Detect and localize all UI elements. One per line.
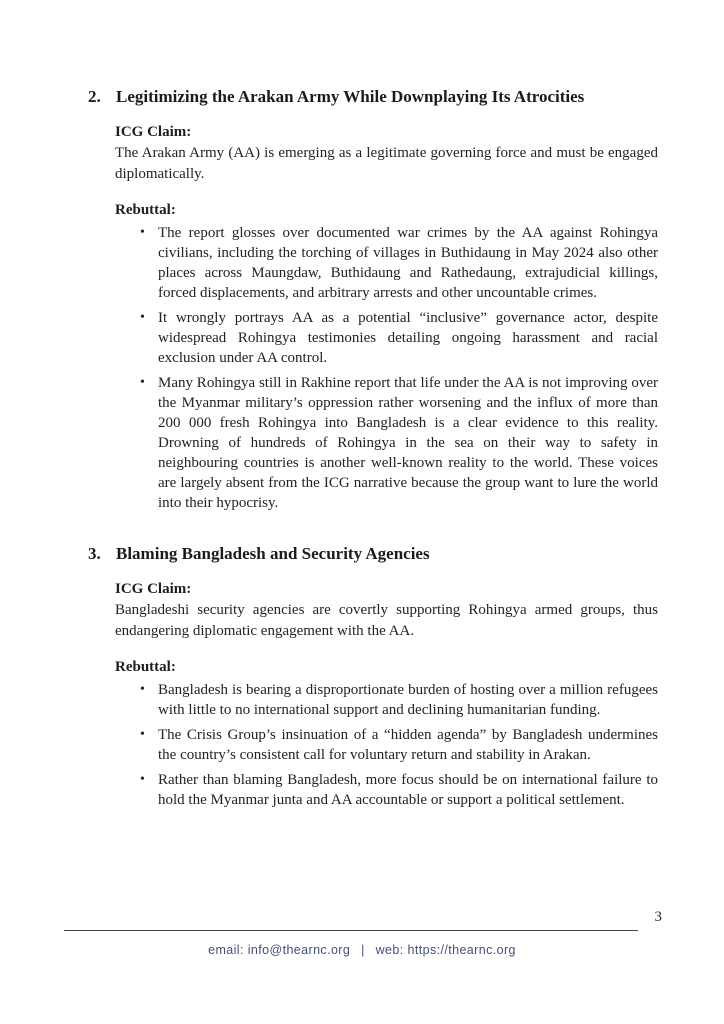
rebuttal-item-text: The Crisis Group’s insinuation of a “hidden agenda” by Bangladesh undermines the country’s consistent call for voluntary return and stability in Arakan. — [158, 727, 658, 763]
section-number: 3. — [88, 544, 101, 563]
rebuttal-item-text: Bangladesh is bearing a disproportionate burden of hosting over a million refugees with little to no international support and declining humanitarian funding. — [158, 682, 658, 718]
icg-claim-text: The Arakan Army (AA) is emerging as a legitimate governing force and must be engaged diplomatically. — [115, 145, 658, 182]
page-content — [88, 86, 658, 840]
icg-claim-block — [115, 579, 658, 642]
bullet-icon: • — [140, 772, 145, 787]
section-body — [115, 579, 658, 810]
section-heading — [88, 86, 658, 108]
footer-separator: | — [361, 943, 365, 957]
bullet-icon: • — [140, 310, 145, 325]
rebuttal-list — [115, 680, 658, 810]
section-legitimizing-arakan-army — [88, 86, 658, 513]
bullet-icon: • — [140, 375, 145, 390]
rebuttal-item-text: Rather than blaming Bangladesh, more focus should be on international failure to hold the Myanmar junta and AA accountable or support a political settlement. — [158, 772, 658, 808]
email-address: info@thearnc.org — [247, 943, 351, 957]
rebuttal-item — [115, 725, 658, 765]
bullet-icon: • — [140, 682, 145, 697]
rebuttal-label: Rebuttal: — [115, 202, 176, 218]
rebuttal-item — [115, 680, 658, 720]
web-label: web: — [375, 943, 404, 957]
section-blaming-bangladesh — [88, 543, 658, 810]
section-title: Blaming Bangladesh and Security Agencies — [116, 544, 430, 563]
footer-divider — [64, 930, 638, 931]
rebuttal-label: Rebuttal: — [115, 659, 176, 675]
page-number: 3 — [654, 909, 662, 925]
rebuttal-item-text: The report glosses over documented war crimes by the AA against Rohingya civilians, including the torching of villages in Buthidaung in May 2024 also other places across Maungdaw, Buthidaung and Rathedaung, extrajudicial killings, forced displacements, and arbitrary arrests and other uncountable crimes. — [158, 225, 658, 301]
section-number: 2. — [88, 87, 101, 106]
rebuttal-item-text: Many Rohingya still in Rakhine report that life under the AA is not improving over the Myanmar military’s oppression rather worsening and the influx of more than 200 000 fresh Rohingya into Bangladesh is a clear evidence to this reality. Drowning of hundreds of Rohingya in the sea on their way to safety in neighbouring countries is another well-known reality to the world. These voices are largely absent from the ICG narrative because the group want to lure the world into their hypocrisy. — [158, 375, 658, 511]
footer-contact — [0, 943, 724, 957]
rebuttal-item — [115, 308, 658, 368]
web-address: https://thearnc.org — [407, 943, 516, 957]
icg-claim-block — [115, 122, 658, 185]
icg-claim-label: ICG Claim: — [115, 581, 192, 597]
rebuttal-list — [115, 223, 658, 513]
icg-claim-label: ICG Claim: — [115, 124, 192, 140]
icg-claim-text: Bangladeshi security agencies are covertly supporting Rohingya armed groups, thus endangering diplomatic engagement with the AA. — [115, 602, 658, 639]
rebuttal-item — [115, 373, 658, 513]
email-label: email: — [208, 943, 244, 957]
rebuttal-item — [115, 770, 658, 810]
rebuttal-item — [115, 223, 658, 303]
section-heading — [88, 543, 658, 565]
bullet-icon: • — [140, 727, 145, 742]
rebuttal-item-text: It wrongly portrays AA as a potential “inclusive” governance actor, despite widespread Rohingya testimonies detailing ongoing harassment and racial exclusion under AA control. — [158, 310, 658, 366]
bullet-icon: • — [140, 225, 145, 240]
section-title: Legitimizing the Arakan Army While Downplaying Its Atrocities — [116, 87, 585, 106]
section-body — [115, 122, 658, 513]
